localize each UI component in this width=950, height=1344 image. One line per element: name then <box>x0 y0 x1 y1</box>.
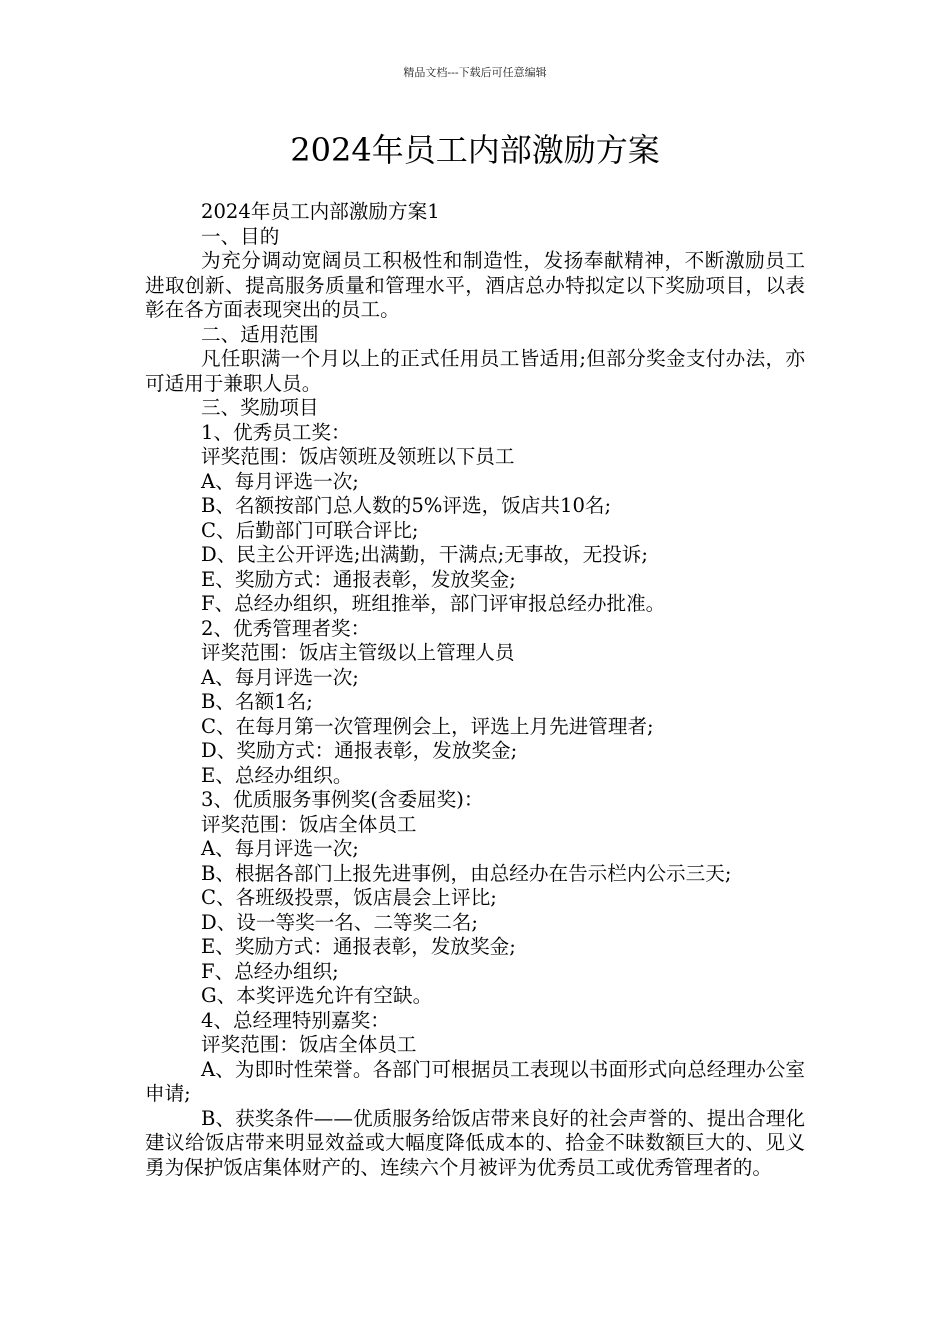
paragraph: 一、目的 <box>201 224 280 248</box>
paragraph: C、各班级投票，饭店晨会上评比; <box>201 886 497 909</box>
paragraph: A、为即时性荣誉。各部门可根据员工表现以书面形式向总经理办公室申请; <box>145 1057 805 1105</box>
paragraph: B、名额1名; <box>201 690 313 713</box>
paragraph: A、每月评选一次; <box>201 837 359 860</box>
paragraph: 为充分调动宽阔员工积极性和制造性，发扬奉献精神，不断激励员工进取创新、提高服务质量和管理水平，酒店总办特拟定以下奖励项目，以表彰在各方面表现突出的员工。 <box>145 249 805 321</box>
paragraph: 三、奖励项目 <box>201 396 319 419</box>
paragraph: 1、优秀员工奖： <box>201 420 351 444</box>
paragraph: F、总经办组织，班组推举，部门评审报总经办批准。 <box>201 592 666 615</box>
paragraph: 2、优秀管理者奖： <box>201 616 371 640</box>
paragraph: B、获奖条件——优质服务给饭店带来良好的社会声誉的、提出合理化建议给饭店带来明显效益或大幅度降低成本的、拾金不昧数额巨大的、见义勇为保护饭店集体财产的、连续六个月被评为优秀员工或优秀管理者的。 <box>145 1106 805 1179</box>
paragraph: B、根据各部门上报先进事例，由总经办在告示栏内公示三天; <box>201 861 732 885</box>
paragraph: 评奖范围：饭店领班及领班以下员工 <box>201 445 515 468</box>
paragraph: 4、总经理特别嘉奖： <box>201 1008 390 1032</box>
paragraph: A、每月评选一次; <box>201 665 359 689</box>
paragraph: G、本奖评选允许有空缺。 <box>201 984 433 1007</box>
document-body <box>145 200 805 1180</box>
header-note: 精品文档---下载后可任意编辑 <box>403 66 547 79</box>
paragraph: 凡任职满一个月以上的正式任用员工皆适用;但部分奖金支付办法，亦可适用于兼职人员。 <box>145 347 805 395</box>
paragraph: E、奖励方式：通报表彰，发放奖金; <box>201 567 516 591</box>
paragraph: 评奖范围：饭店主管级以上管理人员 <box>201 641 515 664</box>
paragraph: 二、适用范围 <box>201 322 319 346</box>
paragraph: A、每月评选一次; <box>201 469 359 493</box>
paragraph: 评奖范围：饭店全体员工 <box>201 812 417 836</box>
paragraph: D、民主公开评选;出满勤，干满点;无事故，无投诉; <box>201 543 648 566</box>
paragraph: C、后勤部门可联合评比; <box>201 518 419 542</box>
paragraph: 2024年员工内部激励方案1 <box>201 200 440 223</box>
paragraph: C、在每月第一次管理例会上，评选上月先进管理者; <box>201 714 654 738</box>
paragraph: 评奖范围：饭店全体员工 <box>201 1033 417 1056</box>
paragraph: B、名额按部门总人数的5%评选，饭店共10名; <box>201 494 612 517</box>
paragraph: D、奖励方式：通报表彰，发放奖金; <box>201 739 518 762</box>
paragraph: E、总经办组织。 <box>201 763 353 787</box>
paragraph: 3、优质服务事例奖(含委屈奖)： <box>201 788 484 811</box>
document-title: 2024年员工内部激励方案 <box>290 131 660 169</box>
paragraph: D、设一等奖一名、二等奖二名; <box>201 910 479 934</box>
paragraph: F、总经办组织; <box>201 959 339 983</box>
paragraph: E、奖励方式：通报表彰，发放奖金; <box>201 935 516 958</box>
